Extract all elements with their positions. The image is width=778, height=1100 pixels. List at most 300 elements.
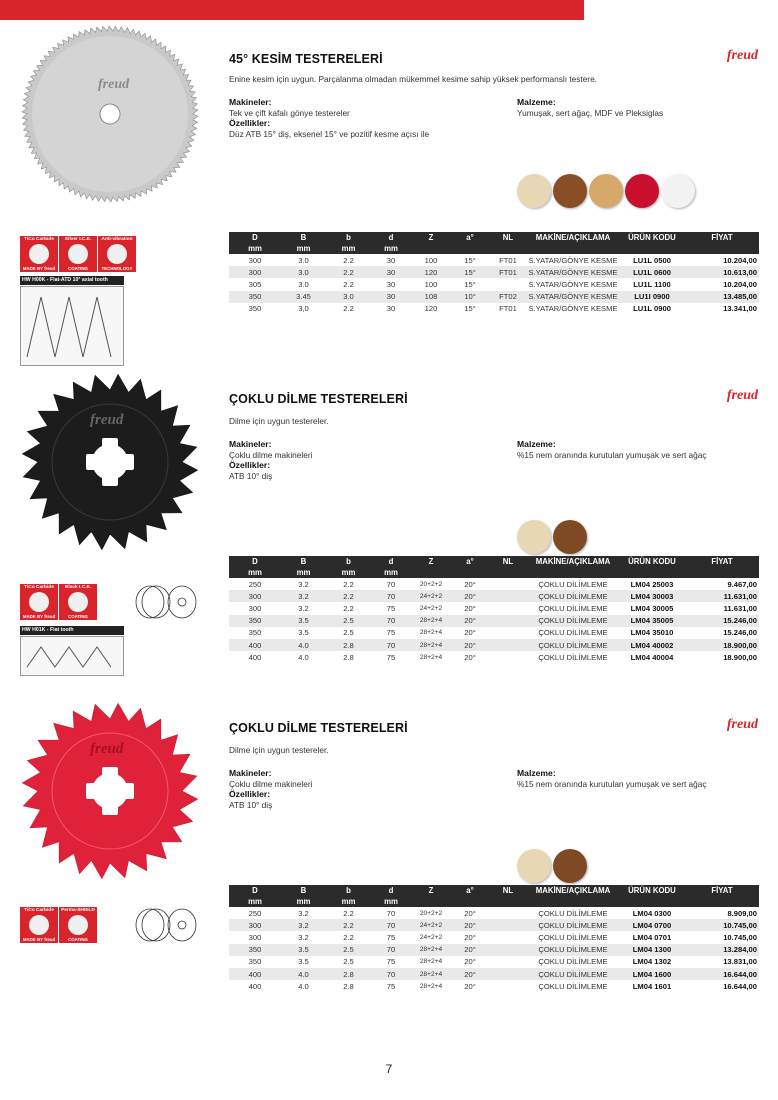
table-cell: 300 [248,603,262,613]
table-cell: S.YATAR/GÖNYE KESME [528,267,618,277]
table-cell: 20° [464,908,476,918]
table-cell: 20° [464,579,476,589]
spec-table [229,556,759,663]
table-cell: 30 [386,304,396,314]
table-cell: 3.2 [298,603,309,613]
column-unit: mm [229,567,281,578]
material-swatch [517,174,551,208]
column-unit [619,896,685,907]
table-row [229,590,759,602]
table-cell: ÇOKLU DİLİMLEME [538,579,608,589]
column-unit: mm [281,896,326,907]
column-unit [619,567,685,578]
table-cell: FT01 [499,255,517,265]
table-row [229,956,759,968]
material-value: Yumuşak, sert ağaç, MDF ve Pleksiglas [517,107,664,118]
table-cell [489,956,527,968]
table-cell: 300 [229,590,281,602]
table-cell: 10.204,00 [723,255,757,265]
feature-badge [20,584,58,620]
table-cell: 4.0 [281,968,326,980]
table-cell: 13.831,00 [723,957,757,967]
saw-blade-image [20,372,200,552]
table-cell: 20° [464,603,476,613]
saw-blade-image [20,24,200,204]
table-cell: 11.631,00 [685,590,759,602]
badge-label: TiCo Carbide [24,585,54,590]
column-header: Z [411,885,451,896]
table-cell: 70 [386,579,396,589]
badge-label: Anti-vibration [101,237,133,242]
table-cell [489,968,527,980]
features-value: ATB 10° diş [229,799,273,810]
column-header: FİYAT [685,556,759,567]
badge-footer: COATING [68,937,88,942]
table-row [229,602,759,614]
multi-blade-diagram [132,905,202,945]
table-cell: 300 [248,255,262,265]
material-swatch [553,849,587,883]
table-cell [489,907,527,919]
table-units-row [229,243,759,254]
column-header: ÜRÜN KODU [619,232,685,243]
feature-badge [59,236,97,272]
table-cell: 3.0 [298,255,309,265]
table-cell: 20° [464,957,476,967]
table-cell: ÇOKLU DİLİMLEME [527,615,619,627]
table-cell: ÇOKLU DİLİMLEME [538,908,608,918]
machines-value: Çoklu dilme makineleri [229,449,313,460]
table-cell: 20° [464,981,476,991]
table-row [229,639,759,651]
table-cell: 400 [229,968,281,980]
table-cell: 300 [229,266,281,278]
table-cell: 2.2 [326,590,371,602]
table-cell: 30 [371,291,411,303]
table-cell: 4.0 [298,652,309,662]
table-cell: LM04 30003 [619,590,685,602]
column-header: D [229,232,281,243]
table-cell: 16.644,00 [685,968,759,980]
table-cell: 24+2+2 [411,919,451,931]
badge-icon [107,244,127,264]
table-cell: 20° [464,652,476,662]
badge-footer: TECHNOLOGY [101,266,133,271]
column-unit: mm [326,567,371,578]
table-cell [489,944,527,956]
section-title: ÇOKLU DİLME TESTERELERİ [229,721,408,735]
table-row [229,278,759,290]
brand-logo: freud [726,48,758,63]
badge-footer: MADE BY freud [22,937,56,942]
column-unit [685,243,759,254]
table-cell [489,278,527,290]
column-header: a° [451,556,489,567]
spec-table [229,232,759,315]
section-description: Dilme için uygun testereler. [229,745,329,755]
tooth-type-label: HW H00K - Flat-ATD 10° axial tooth [20,276,124,285]
column-header: b [326,885,371,896]
table-cell: LM04 0700 [619,919,685,931]
table-cell: 350 [248,628,262,638]
column-unit: mm [229,243,281,254]
material-swatch [553,520,587,554]
table-cell: 10.745,00 [723,932,757,942]
table-cell: 20° [451,590,489,602]
table-cell: 2.2 [343,908,354,918]
table-cell [489,639,527,651]
table-header-row [229,885,759,896]
column-unit: mm [281,243,326,254]
table-cell: LM04 0701 [632,932,672,942]
table-cell: ÇOKLU DİLİMLEME [527,639,619,651]
table-cell: 350 [248,957,262,967]
column-header: MAKİNE/AÇIKLAMA [527,885,619,896]
brand-logo: freud [726,388,758,403]
table-cell: 9.467,00 [727,579,757,589]
table-cell: 3.2 [298,908,309,918]
column-unit [527,567,619,578]
column-unit [489,243,527,254]
table-units-row [229,896,759,907]
column-unit [527,896,619,907]
material-label: Malzeme: [517,439,556,449]
table-cell [489,590,527,602]
table-row [229,931,759,943]
material-value: %15 nem oranında kurutulan yumuşak ve sert ağaç [517,449,707,460]
column-header: MAKİNE/AÇIKLAMA [527,232,619,243]
table-row [229,651,759,663]
table-cell [489,980,527,992]
section-title: ÇOKLU DİLME TESTERELERİ [229,392,408,406]
table-cell: 16.644,00 [723,981,757,991]
table-cell: LU1L 1100 [633,279,671,289]
column-header: B [281,556,326,567]
table-cell: 20° [451,968,489,980]
table-cell: 2.5 [326,944,371,956]
table-cell: 120 [424,304,438,314]
table-cell: LM04 25003 [630,579,674,589]
table-cell: 2.2 [326,266,371,278]
table-cell: ÇOKLU DİLİMLEME [538,628,608,638]
material-block [517,97,737,118]
feature-badges [20,907,97,943]
column-header: d [371,556,411,567]
table-cell [489,627,527,639]
badge-footer: MADE BY freud [22,266,56,271]
table-cell: 15° [464,304,476,314]
table-cell: 28+2+4 [411,639,451,651]
table-cell: 20° [451,639,489,651]
table-cell: 18.900,00 [685,639,759,651]
tooth-type-label: HW H01K - Flat tooth [20,626,124,635]
table-cell: 250 [248,908,262,918]
table-cell: 20° [451,919,489,931]
table-cell: 20° [451,944,489,956]
table-cell: 2.2 [343,279,354,289]
badge-footer: MADE BY freud [22,614,56,619]
table-cell: 28+2+4 [411,615,451,627]
table-cell [489,931,527,943]
table-cell [489,602,527,614]
machines-label: Makineler: [229,768,272,778]
table-cell: LM04 1302 [632,957,672,967]
column-header: b [326,556,371,567]
table-cell: S.YATAR/GÖNYE KESME [528,279,618,289]
table-cell: 10.745,00 [685,919,759,931]
table-cell: 2.8 [326,968,371,980]
table-row [229,919,759,931]
table-cell: 30 [386,279,396,289]
feature-badges [20,584,97,620]
table-cell: 300 [248,932,262,942]
table-cell: 3.2 [298,932,309,942]
column-unit [411,567,451,578]
table-cell: 350 [229,944,281,956]
column-header: B [281,885,326,896]
table-row [229,615,759,627]
table-cell: ÇOKLU DİLİMLEME [538,981,608,991]
table-cell [489,919,527,931]
table-cell: 350 [229,615,281,627]
column-header: B [281,232,326,243]
section-title: 45° KESİM TESTERELERİ [229,52,383,66]
table-cell: 2.8 [326,639,371,651]
table-cell: LM04 40004 [630,652,674,662]
column-header: FİYAT [685,885,759,896]
column-header: Z [411,556,451,567]
table-cell: 13.485,00 [685,291,759,303]
table-cell: 2.2 [343,579,354,589]
product-section [0,24,778,344]
material-swatch [517,849,551,883]
svg-text:freud: freud [98,77,130,92]
table-cell: FT01 [499,304,517,314]
table-row [229,627,759,639]
column-unit: mm [326,243,371,254]
table-cell: 3.45 [281,291,326,303]
table-cell: 300 [229,919,281,931]
table-cell: FT01 [489,266,527,278]
column-header: b [326,232,371,243]
column-unit: mm [371,567,411,578]
table-cell: 18.900,00 [723,652,757,662]
material-swatches [517,849,587,883]
table-cell: 3.0 [298,279,309,289]
material-swatches [517,174,695,208]
column-unit [451,567,489,578]
product-section [0,368,778,688]
table-cell: ÇOKLU DİLİMLEME [538,603,608,613]
table-cell: 250 [248,579,262,589]
table-units-row [229,567,759,578]
table-cell: 28+2+4 [411,968,451,980]
table-cell: 70 [371,968,411,980]
table-row [229,266,759,278]
table-cell: LM04 1601 [632,981,672,991]
table-cell: 20° [464,628,476,638]
table-cell: 75 [386,932,396,942]
multi-blade-diagram [132,582,202,622]
table-row [229,907,759,919]
table-cell: 120 [411,266,451,278]
table-cell: 75 [386,652,396,662]
badge-icon [68,915,88,935]
table-cell: 15.246,00 [723,628,757,638]
material-swatch [517,520,551,554]
badge-icon [68,244,88,264]
table-cell: 3.2 [298,579,309,589]
material-swatch [661,174,695,208]
feature-badge [59,907,97,943]
table-cell: FT02 [489,291,527,303]
column-unit [489,896,527,907]
badge-label: TiCo Carbide [24,237,54,242]
table-cell: 8.909,00 [727,908,757,918]
column-header: d [371,232,411,243]
table-cell: 10° [451,291,489,303]
table-cell: 2.2 [343,603,354,613]
table-cell: 2.2 [343,255,354,265]
table-row [229,578,759,590]
section-description: Dilme için uygun testereler. [229,416,329,426]
table-cell: 30 [386,255,396,265]
table-cell: S.YATAR/GÖNYE KESME [528,255,618,265]
features-label: Özellikler: [229,789,271,799]
table-cell: 20° [451,615,489,627]
table-cell: 20+2+2 [419,909,443,917]
tooth-diagram [20,286,124,366]
badge-icon [68,592,88,612]
feature-badge [20,236,58,272]
material-swatches [517,520,587,554]
column-unit [411,896,451,907]
column-header: NL [489,232,527,243]
table-cell: 3.5 [298,957,309,967]
table-cell: 20+2+2 [419,580,443,588]
table-cell: 2.2 [326,919,371,931]
table-cell: LM04 35010 [630,628,674,638]
product-section [0,697,778,1017]
column-header: NL [489,556,527,567]
column-unit: mm [326,896,371,907]
table-cell: 350 [229,291,281,303]
column-unit [527,243,619,254]
badge-icon [29,915,49,935]
column-header: FİYAT [685,232,759,243]
table-cell: 70 [386,908,396,918]
table-cell: ÇOKLU DİLİMLEME [527,944,619,956]
table-cell: S.YATAR/GÖNYE KESME [528,304,618,314]
badge-footer: COATING [68,266,88,271]
table-cell: 108 [411,291,451,303]
column-unit [685,567,759,578]
table-cell: 2.2 [343,304,354,314]
table-cell: ÇOKLU DİLİMLEME [527,590,619,602]
table-cell: 13.284,00 [685,944,759,956]
material-block [517,439,737,460]
table-row [229,968,759,980]
badge-icon [29,244,49,264]
table-cell: 30 [371,266,411,278]
table-cell: 400 [248,652,262,662]
column-header: ÜRÜN KODU [619,556,685,567]
feature-badges [20,236,136,272]
table-row [229,291,759,303]
column-unit [451,243,489,254]
table-cell: LU1L 0500 [633,255,671,265]
table-cell: 28+2+4 [419,982,443,990]
table-cell: ÇOKLU DİLİMLEME [538,957,608,967]
badge-label: TiCo Carbide [24,908,54,913]
table-cell: ÇOKLU DİLİMLEME [527,919,619,931]
table-cell: 2.5 [326,615,371,627]
badge-icon [29,592,49,612]
machines-label: Makineler: [229,439,272,449]
table-cell: LM04 35005 [619,615,685,627]
machines-block [229,768,499,810]
table-cell: ÇOKLU DİLİMLEME [527,968,619,980]
table-cell: LU1L 0900 [633,304,671,314]
table-cell: 28+2+4 [411,944,451,956]
table-cell: 3.2 [281,590,326,602]
features-value: ATB 10° diş [229,470,273,481]
table-cell: 70 [371,919,411,931]
table-cell: 2.8 [343,652,354,662]
column-unit: mm [229,896,281,907]
feature-badge [59,584,97,620]
column-header: ÜRÜN KODU [619,885,685,896]
column-unit: mm [371,243,411,254]
table-cell: 100 [424,279,438,289]
table-cell: 400 [248,981,262,991]
spec-table [229,885,759,992]
column-unit [451,896,489,907]
column-unit [685,896,759,907]
table-cell: 3.0 [281,266,326,278]
table-cell: 24+2+2 [419,933,443,941]
table-cell: 10.613,00 [685,266,759,278]
table-cell: 15° [464,279,476,289]
table-cell: 70 [371,944,411,956]
badge-label: Black I.C.E. [64,585,92,590]
table-cell: 2.5 [343,628,354,638]
table-cell: LM04 30005 [630,603,674,613]
table-cell: 75 [386,981,396,991]
badge-footer: COATING [68,614,88,619]
feature-badge [20,907,58,943]
table-cell: 10.204,00 [723,279,757,289]
table-row [229,980,759,992]
table-cell: 2.5 [343,957,354,967]
table-cell: 15° [464,255,476,265]
page-number: 7 [385,1062,393,1076]
table-cell [489,615,527,627]
table-cell: LU1I 0900 [619,291,685,303]
table-cell: 350 [248,304,262,314]
table-cell: 400 [229,639,281,651]
table-cell: 100 [424,255,438,265]
column-header: MAKİNE/AÇIKLAMA [527,556,619,567]
column-unit [489,567,527,578]
table-cell: 24+2+2 [411,590,451,602]
column-header: NL [489,885,527,896]
table-cell: 70 [371,639,411,651]
material-label: Malzeme: [517,97,556,107]
table-cell: 3.5 [281,944,326,956]
table-row [229,303,759,315]
table-cell: ÇOKLU DİLİMLEME [538,932,608,942]
